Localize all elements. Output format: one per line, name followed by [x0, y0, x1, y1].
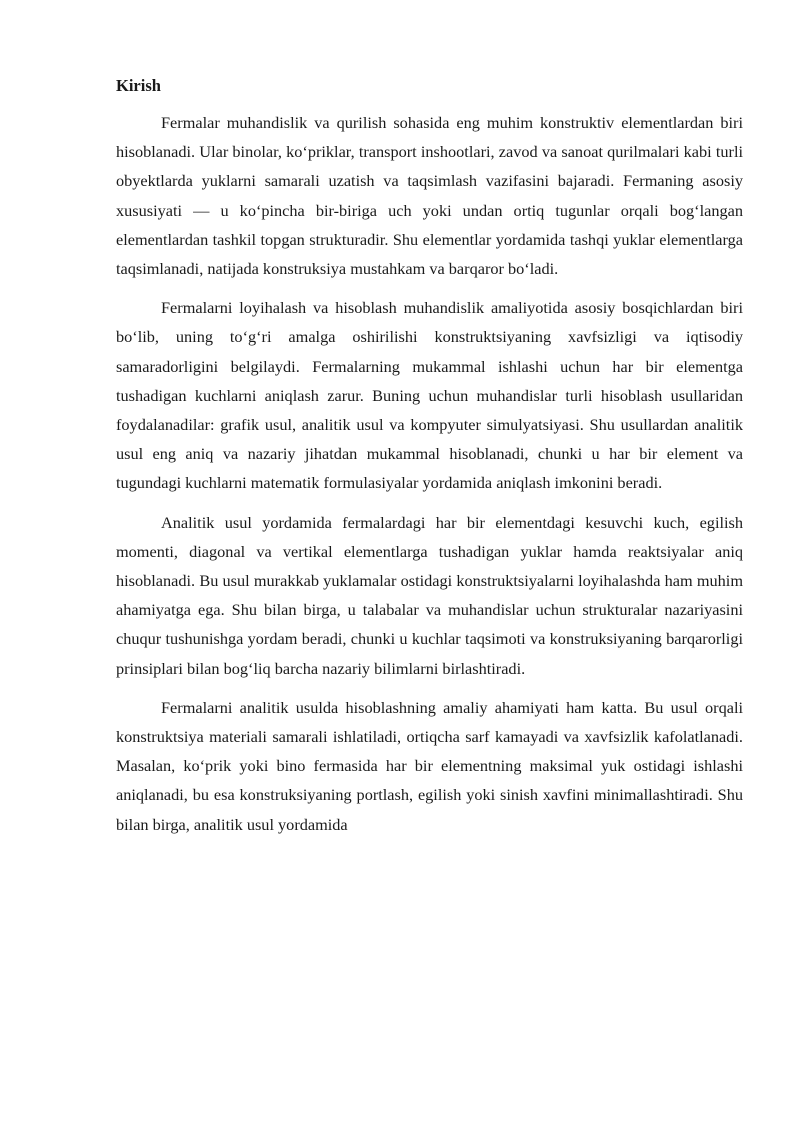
paragraph-1: Fermalar muhandislik va qurilish sohasida eng muhim konstruktiv elementlardan biri hisoblanadi. Ular binolar, ko‘priklar, transport inshootlari, zavod va sanoat qurilmalari kabi turli obyektlarda yuklarni samarali uzatish va taqsimlash vazifasini bajaradi. Fermaning asosiy xususiyati — u ko‘pincha bir-biriga uch yoki undan ortiq tugunlar orqali bog‘langan elementlardan tashkil topgan strukturadir. Shu elementlar yordamida tashqi yuklar elementlarga taqsimlanadi, natijada konstruksiya mustahkam va barqaror bo‘ladi. [116, 113, 743, 279]
section-heading: Kirish [116, 76, 161, 95]
paragraph-3: Analitik usul yordamida fermalardagi har bir elementdagi kesuvchi kuch, egilish momenti, diagonal va vertikal elementlarga tushadigan yuklar hamda reaktsiyalar aniq hisoblanadi. Bu usul murakkab yuklamalar ostidagi konstruktsiyalarni loyihalashda ham muhim ahamiyatga ega. Shu bilan birga, u talabalar va muhandislar uchun strukturalar nazariyasini chuqur tushunishga yordam beradi, chunki u kuchlar taqsimoti va konstruksiyaning barqarorligi prinsiplari bilan bog‘liq barcha nazariy bilimlarni birlashtiradi. [116, 512, 743, 678]
paragraph-2: Fermalarni loyihalash va hisoblash muhandislik amaliyotida asosiy bosqichlardan biri bo‘lib, uning to‘g‘ri amalga oshirilishi konstruktsiyaning xavfsizligi va iqtisodiy samaradorligini belgilaydi. Fermalarning mukammal ishlashi uchun har bir elementga tushadigan kuchlarni aniqlash zarur. Buning uchun muhandislar turli hisoblash usullaridan foydalanadilar: grafik usul, analitik usul va kompyuter simulyatsiyasi. Shu usullardan analitik usul eng aniq va nazariy jihatdan mukammal hisoblanadi, chunki u har bir element va tugundagi kuchlarni matematik formulasiyalar yordamida aniqlash imkonini beradi. [116, 298, 743, 493]
paragraph-4: Fermalarni analitik usulda hisoblashning amaliy ahamiyati ham katta. Bu usul orqali konstruktsiya materiali samarali ishlatiladi, ortiqcha sarf kamayadi va xavfsizlik kafolatlanadi. Masalan, ko‘prik yoki bino fermasida har bir elementning maksimal yuk ostidagi ishlashi aniqlanadi, bu esa konstruksiyaning portlash, egilish yoki sinish xavfini minimallashtiradi. Shu bilan birga, analitik usul yordamida [116, 697, 743, 834]
